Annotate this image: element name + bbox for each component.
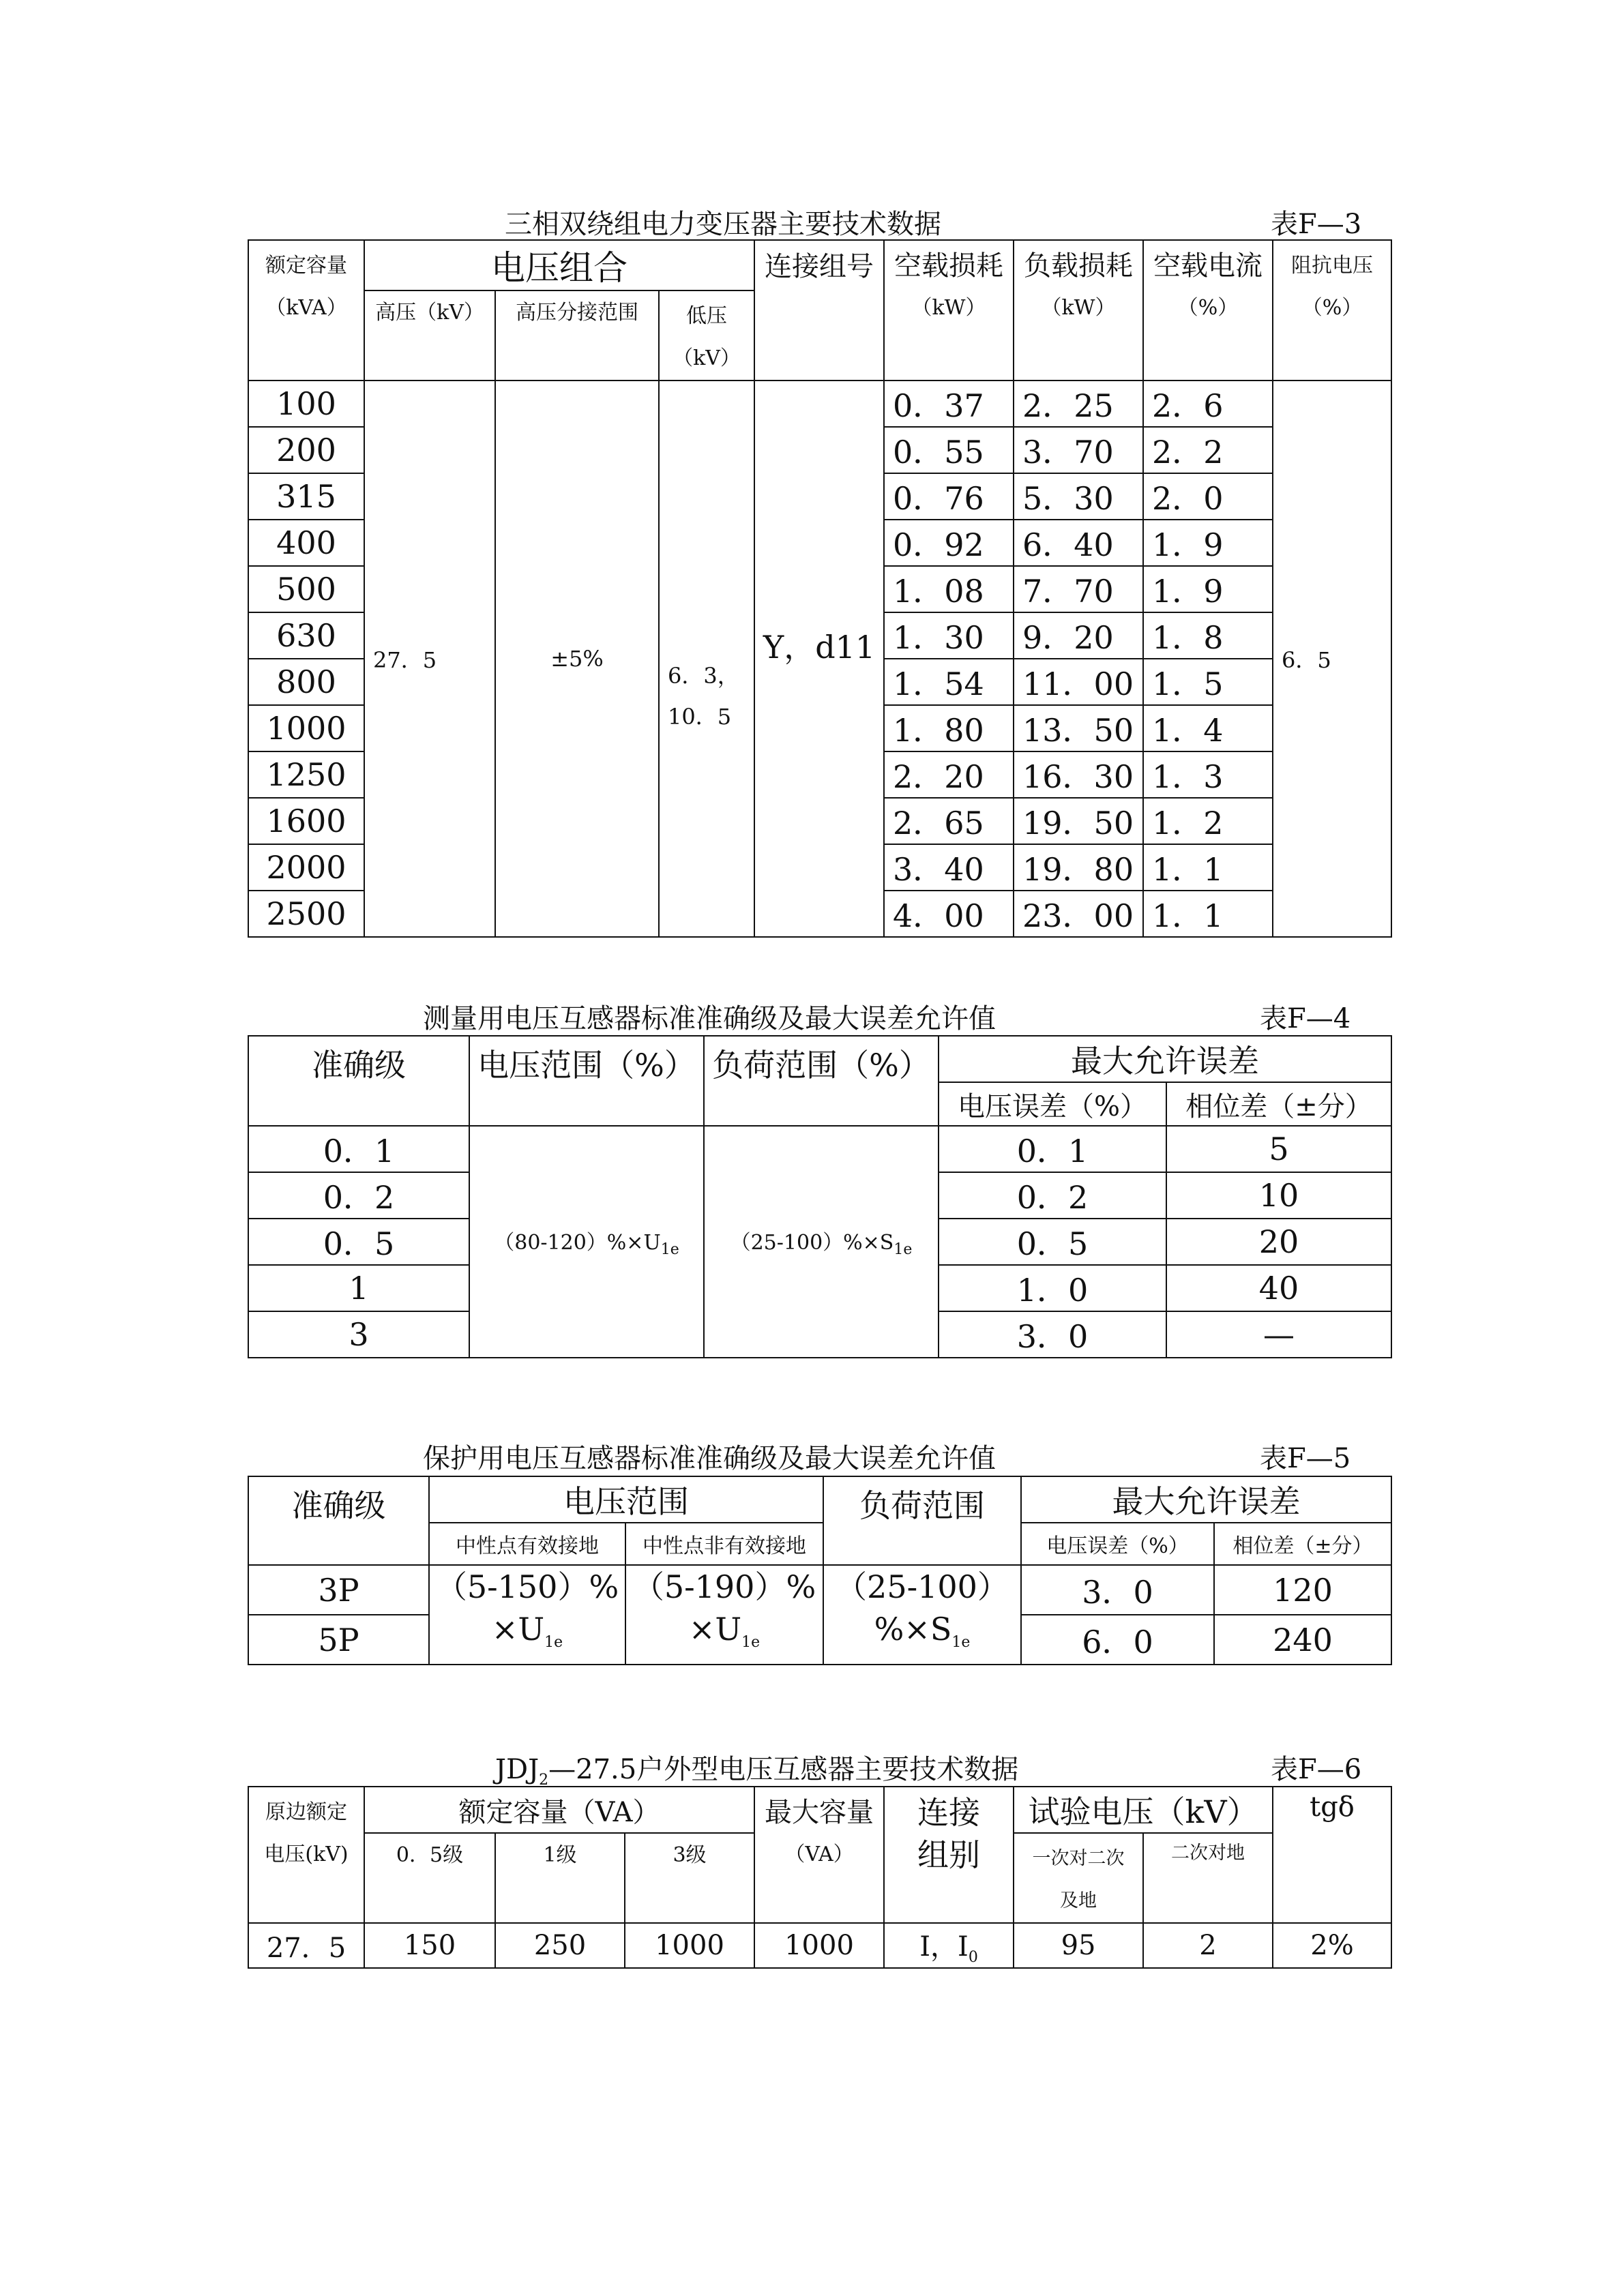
- header-accuracy: 准确级: [248, 1036, 469, 1126]
- cell-load: 16．30: [1014, 751, 1143, 798]
- cell-current: 1．4: [1143, 705, 1273, 751]
- cell-load-range-merged: （25-100） $\%\times S_{1e}$: [823, 1565, 1021, 1665]
- cell-voltage-error: 0．2: [939, 1172, 1166, 1219]
- cell-noload: 1．30: [884, 612, 1014, 659]
- cell-noload: 3．40: [884, 844, 1014, 891]
- cell-noload: 1．80: [884, 705, 1014, 751]
- cell-hv-merged: 27．5: [364, 381, 495, 937]
- header-hv: 高压（kV）: [364, 290, 495, 381]
- table-f6-caption: $JDJ_2—27.5$户外型电压互感器主要技术数据: [495, 1754, 1019, 1789]
- cell-cls05: 150: [364, 1923, 495, 1968]
- cell-phase-error: —: [1166, 1311, 1391, 1358]
- cell-voltage-error: 6．0: [1021, 1615, 1214, 1665]
- cell-load: 9．20: [1014, 612, 1143, 659]
- cell-load: 19．50: [1014, 798, 1143, 844]
- table-f3-number: 表F—3: [1271, 209, 1362, 240]
- cell-phase-error: 5: [1166, 1126, 1391, 1172]
- header-cls05: 0．5级: [364, 1833, 495, 1923]
- cell-primary: 27．5: [248, 1923, 364, 1968]
- table-f4-number: 表F—4: [1260, 1003, 1351, 1034]
- header-lv: 低压 （kV）: [659, 290, 754, 381]
- header-phase-error: 相位差（±分）: [1166, 1082, 1391, 1126]
- cell-phase-error: 240: [1214, 1615, 1391, 1665]
- cell-load: 13．50: [1014, 705, 1143, 751]
- table-row: [248, 381, 1391, 427]
- cell-range-ungrounded-merged: （5-190）% $\times U_{1e}$: [625, 1565, 823, 1665]
- table-f5-number: 表F—5: [1260, 1443, 1351, 1474]
- cell-noload: 1．08: [884, 566, 1014, 612]
- cell-capacity: 400: [248, 520, 364, 566]
- cell-load: 11．00: [1014, 659, 1143, 705]
- cell-noload: 2．65: [884, 798, 1014, 844]
- table-row: [248, 1126, 1391, 1172]
- cell-class: 0．1: [248, 1126, 469, 1172]
- cell-capacity: 2500: [248, 891, 364, 937]
- header-impedance: 阻抗电压 （%）: [1273, 240, 1391, 381]
- header-test-voltage: 试验电压（kV）: [1014, 1787, 1273, 1833]
- cell-current: 1．1: [1143, 891, 1273, 937]
- cell-noload: 2．20: [884, 751, 1014, 798]
- cell-capacity: 315: [248, 473, 364, 520]
- cell-sg: 2: [1143, 1923, 1273, 1968]
- header-max-cap: 最大容量 （VA）: [754, 1787, 884, 1923]
- cell-load: 23．00: [1014, 891, 1143, 937]
- cell-capacity: 200: [248, 427, 364, 473]
- cell-load-range-merged: $(25-100)\%\times S_{1e}$: [704, 1126, 939, 1358]
- header-neutral-grounded: 中性点有效接地: [429, 1523, 625, 1565]
- cell-class: 0．5: [248, 1219, 469, 1265]
- cell-noload: 0．92: [884, 520, 1014, 566]
- header-rated-cap: 额定容量（VA）: [364, 1787, 754, 1833]
- cell-class: 5P: [248, 1615, 429, 1665]
- table-f5: [248, 1476, 1392, 1665]
- cell-current: 2．2: [1143, 427, 1273, 473]
- cell-current: 1．1: [1143, 844, 1273, 891]
- cell-max-cap: 1000: [754, 1923, 884, 1968]
- cell-voltage-error: 0．1: [939, 1126, 1166, 1172]
- header-primary-secondary: 一次对二次 及地: [1014, 1833, 1143, 1923]
- cell-capacity: 1250: [248, 751, 364, 798]
- cell-impedance-merged: 6．5: [1273, 381, 1391, 937]
- cell-load: 5．30: [1014, 473, 1143, 520]
- cell-current: 2．0: [1143, 473, 1273, 520]
- header-voltage-error: 电压误差（%）: [1021, 1523, 1214, 1565]
- cell-load: 19．80: [1014, 844, 1143, 891]
- header-load-range: 负荷范围（%）: [704, 1036, 939, 1126]
- cell-class: 0．2: [248, 1172, 469, 1219]
- header-phase-error: 相位差（±分）: [1214, 1523, 1391, 1565]
- header-voltage-combo: 电压组合: [364, 240, 754, 290]
- cell-noload: 4．00: [884, 891, 1014, 937]
- header-conn-group: 连接组号: [754, 240, 884, 381]
- cell-lv-merged: 6．3， 10．5: [659, 381, 754, 937]
- cell-current: 1．8: [1143, 612, 1273, 659]
- cell-conn-merged: Y，d11: [754, 381, 884, 937]
- table-f6-number: 表F—6: [1271, 1754, 1362, 1785]
- cell-capacity: 2000: [248, 844, 364, 891]
- cell-phase-error: 10: [1166, 1172, 1391, 1219]
- header-primary-voltage: 原边额定 电压(kV): [248, 1787, 364, 1923]
- cell-conn: I，$I_0$: [884, 1923, 1014, 1968]
- header-max-error: 最大允许误差: [939, 1036, 1391, 1082]
- cell-load: 3．70: [1014, 427, 1143, 473]
- header-secondary-ground: 二次对地: [1143, 1833, 1273, 1923]
- cell-capacity: 1000: [248, 705, 364, 751]
- table-f5-caption: 保护用电压互感器标准准确级及最大误差允许值: [423, 1443, 996, 1474]
- cell-current: 1．5: [1143, 659, 1273, 705]
- header-tg: tgδ: [1273, 1787, 1391, 1923]
- cell-tap-merged: ±5%: [495, 381, 659, 937]
- cell-phase-error: 20: [1166, 1219, 1391, 1265]
- cell-voltage-range-merged: $(80-120)\%\times U_{1e}$: [469, 1126, 704, 1358]
- cell-cls1: 250: [495, 1923, 625, 1968]
- cell-ps: 95: [1014, 1923, 1143, 1968]
- header-conn: 连接 组别: [884, 1787, 1014, 1923]
- header-voltage-error: 电压误差（%）: [939, 1082, 1166, 1126]
- table-f6: [248, 1786, 1392, 1969]
- cell-voltage-error: 1．0: [939, 1265, 1166, 1311]
- cell-current: 1．2: [1143, 798, 1273, 844]
- cell-capacity: 100: [248, 381, 364, 427]
- header-noload-current: 空载电流 （%）: [1143, 240, 1273, 381]
- cell-phase-error: 40: [1166, 1265, 1391, 1311]
- header-noload-loss: 空载损耗 （kW）: [884, 240, 1014, 381]
- header-neutral-ungrounded: 中性点非有效接地: [625, 1523, 823, 1565]
- cell-capacity: 1600: [248, 798, 364, 844]
- cell-noload: 1．54: [884, 659, 1014, 705]
- table-f3-caption: 三相双绕组电力变压器主要技术数据: [505, 209, 941, 240]
- cell-class: 3P: [248, 1565, 429, 1615]
- cell-current: 1．3: [1143, 751, 1273, 798]
- table-f4-caption: 测量用电压互感器标准准确级及最大误差允许值: [423, 1003, 996, 1034]
- cell-voltage-error: 3．0: [1021, 1565, 1214, 1615]
- header-cls3: 3级: [625, 1833, 754, 1923]
- header-hv-tap: 高压分接范围: [495, 290, 659, 381]
- cell-class: 1: [248, 1265, 469, 1311]
- cell-capacity: 630: [248, 612, 364, 659]
- table-row: [248, 1565, 1391, 1615]
- header-load-loss: 负载损耗 （kW）: [1014, 240, 1143, 381]
- cell-load: 2．25: [1014, 381, 1143, 427]
- header-max-error: 最大允许误差: [1021, 1476, 1391, 1523]
- cell-load: 6．40: [1014, 520, 1143, 566]
- header-cls1: 1级: [495, 1833, 625, 1923]
- cell-cls3: 1000: [625, 1923, 754, 1968]
- header-load-range: 负荷范围: [823, 1476, 1021, 1565]
- cell-current: 1．9: [1143, 566, 1273, 612]
- header-accuracy: 准确级: [248, 1476, 429, 1565]
- cell-range-grounded-merged: （5-150）% $\times U_{1e}$: [429, 1565, 625, 1665]
- cell-current: 1．9: [1143, 520, 1273, 566]
- header-voltage-range: 电压范围（%）: [469, 1036, 704, 1126]
- table-f3: [248, 239, 1392, 938]
- cell-class: 3: [248, 1311, 469, 1358]
- cell-voltage-error: 3．0: [939, 1311, 1166, 1358]
- cell-voltage-error: 0．5: [939, 1219, 1166, 1265]
- cell-capacity: 500: [248, 566, 364, 612]
- header-rated-capacity: 额定容量 （kVA）: [248, 240, 364, 381]
- cell-current: 2．6: [1143, 381, 1273, 427]
- cell-noload: 0．55: [884, 427, 1014, 473]
- cell-noload: 0．37: [884, 381, 1014, 427]
- cell-noload: 0．76: [884, 473, 1014, 520]
- cell-capacity: 800: [248, 659, 364, 705]
- cell-phase-error: 120: [1214, 1565, 1391, 1615]
- cell-load: 7．70: [1014, 566, 1143, 612]
- header-voltage-range: 电压范围: [429, 1476, 823, 1523]
- table-f4: [248, 1035, 1392, 1358]
- cell-tg: 2%: [1273, 1923, 1391, 1968]
